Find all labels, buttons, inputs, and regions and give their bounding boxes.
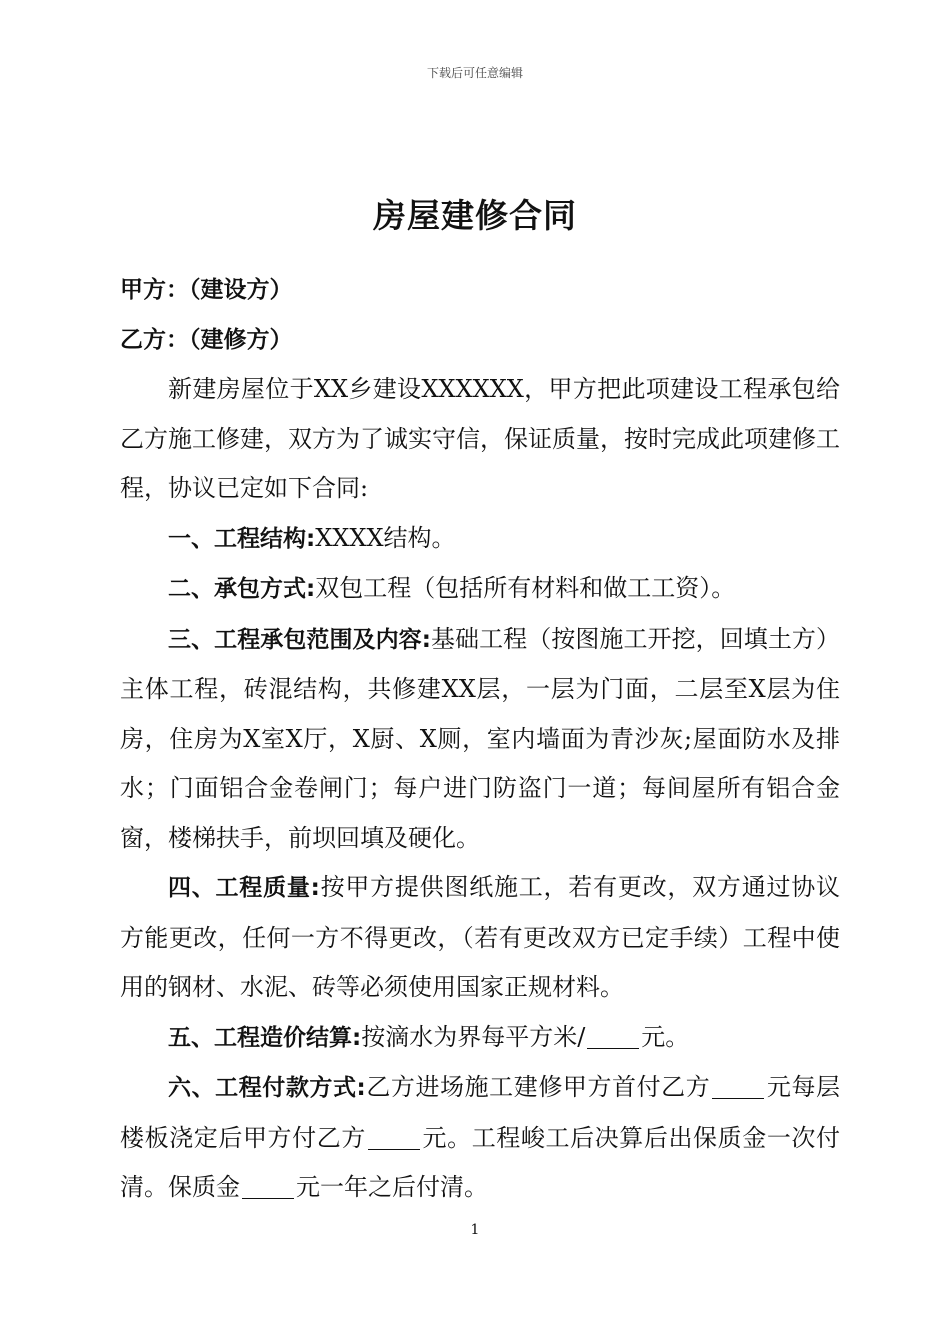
clause-3-heading: 三、工程承包范围及内容: xyxy=(168,626,431,653)
floor-payment-blank-field xyxy=(368,1125,420,1150)
clause-1-text: XXXX结构。 xyxy=(315,523,456,552)
clause-3-text: 基础工程（按图施工开挖，回填土方）主体工程，砖混结构，共修建XX层，一层为门面，二层至X层为住房，住房为X室X厅，X厨、X厕，室内墙面为青沙灰;屋面防水及排水；门面铝合金卷闸门；每户进门防盗门一道；每间屋所有铝合金窗，楼梯扶手，前坝回填及硬化。 xyxy=(120,624,840,852)
clause-5-text-b: 元。 xyxy=(641,1022,690,1051)
clause-1-heading: 一、工程结构: xyxy=(168,525,316,552)
page-number: 1 xyxy=(470,1222,480,1238)
clause-2-heading: 二、承包方式: xyxy=(168,576,316,602)
clause-6-text-d: 元一年之后付清。 xyxy=(296,1173,488,1201)
intro-paragraph: 新建房屋位于XX乡建设XXXXXX，甲方把此项建设工程承包给乙方施工修建，双方为了诚实守信，保证质量，按时完成此项建修工程，协议已定如下合同: xyxy=(120,375,840,502)
clause-6 xyxy=(120,1063,840,1213)
party-b-line: 乙方：（建修方） xyxy=(120,326,293,353)
clause-6-text-c: 元。工程峻工后决算后出保质金一次付清。保质金 xyxy=(120,1123,841,1201)
clause-5-text-a: 按滴水为界每平方米/ xyxy=(361,1022,586,1051)
clause-2-text: 双包工程（包括所有材料和做工工资）。 xyxy=(315,574,736,602)
price-blank-field xyxy=(587,1024,639,1049)
clause-1 xyxy=(120,514,840,565)
clause-6-heading: 六、工程付款方式: xyxy=(168,1075,366,1101)
warranty-blank-field xyxy=(242,1174,294,1199)
document-title: 房屋建修合同 xyxy=(373,196,577,235)
clause-6-text-b: 元每层楼板浇定后甲方付乙方 xyxy=(120,1073,841,1152)
clause-4 xyxy=(120,863,840,1013)
clause-4-heading: 四、工程质量: xyxy=(168,875,320,901)
clause-3 xyxy=(120,615,840,864)
clause-2 xyxy=(120,564,840,615)
first-payment-blank-field xyxy=(712,1074,764,1099)
party-a-line: 甲方：（建设方） xyxy=(120,277,293,303)
clause-4-text: 按甲方提供图纸施工，若有更改，双方通过协议方能更改，任何一方不得更改，（若有更改双方已定手续）工程中使用的钢材、水泥、砖等必须使用国家正规材料。 xyxy=(120,873,841,1001)
contract-body xyxy=(120,266,840,1213)
clause-6-text-a: 乙方进场施工建修甲方首付乙方 xyxy=(365,1073,711,1101)
header-note: 下载后可任意编辑 xyxy=(426,66,523,80)
clause-5 xyxy=(120,1013,840,1064)
clause-5-heading: 五、工程造价结算: xyxy=(168,1024,362,1051)
